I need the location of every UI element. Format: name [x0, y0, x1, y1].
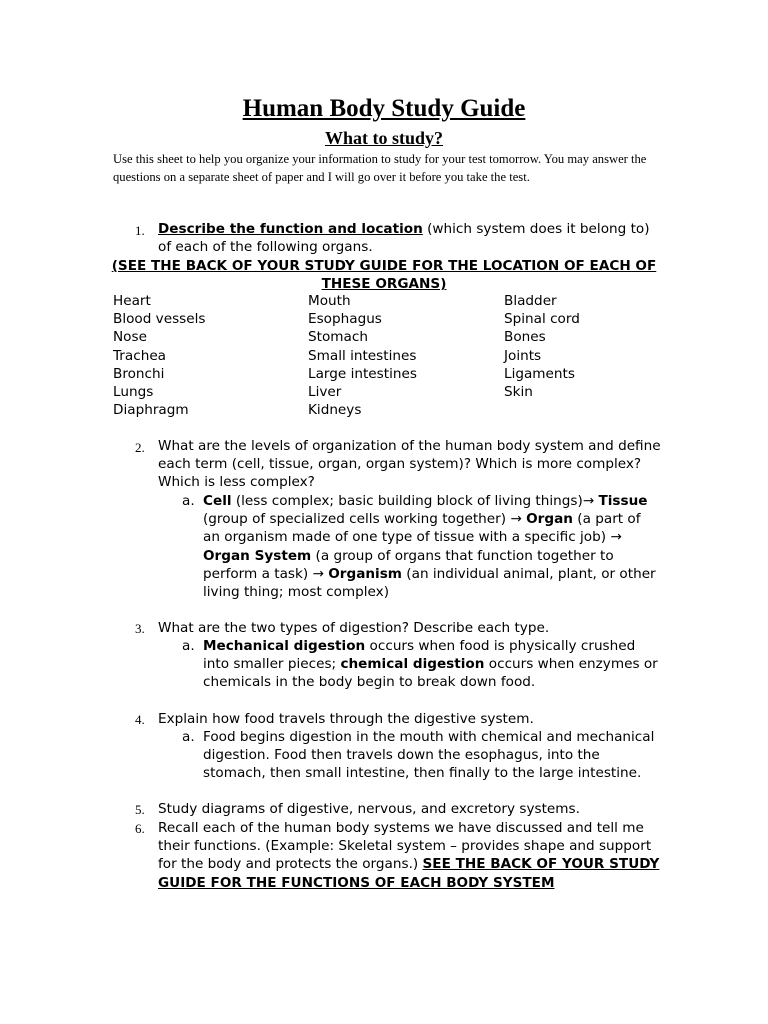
question-1-lead: Describe the function and location	[158, 221, 423, 237]
question-4-text: Explain how food travels through the digestive system.	[158, 711, 534, 727]
question-2-answer	[203, 492, 661, 601]
organ-item: Ligaments	[504, 365, 575, 382]
organ-item: Large intestines	[308, 365, 417, 382]
question-4-number: 4.	[135, 712, 145, 727]
organ-item: Esophagus	[308, 311, 382, 328]
organ-item: Bones	[504, 329, 546, 346]
organ-item: Stomach	[308, 329, 368, 346]
arrow-right-icon: →	[312, 565, 324, 582]
organ-item: Lungs	[113, 384, 154, 401]
organ-list-column-2	[308, 292, 417, 419]
question-3-number: 3.	[135, 621, 145, 636]
question-1-number: 1.	[135, 223, 145, 238]
def-tissue: (group of specialized cells working together)	[203, 511, 511, 528]
organ-item: Joints	[504, 347, 542, 364]
question-3-answer	[203, 637, 661, 692]
back-of-guide-note: (SEE THE BACK OF YOUR STUDY GUIDE FOR THE LOCATION OF EACH OF THESE ORGANS)	[111, 258, 657, 293]
question-2-answer-label: a.	[182, 493, 195, 509]
question-2-text: What are the levels of organization of the human body system and define each term (cell, tissue, organ, organ system)? Which is more complex? Which is less complex?	[158, 438, 661, 491]
question-5-number: 5.	[135, 802, 145, 817]
def-organ-system: (a group of organs that function together to perform a task)	[203, 547, 614, 582]
question-1-text	[158, 220, 663, 256]
question-2-number: 2.	[135, 440, 145, 455]
question-6-number: 6.	[135, 821, 145, 836]
term-organ: Organ	[526, 511, 573, 528]
question-4-answer-label: a.	[182, 729, 195, 745]
def-chemical-digestion: occurs when enzymes or chemicals in the body begin to break down food.	[203, 656, 658, 691]
organ-list-column-3	[504, 292, 580, 401]
organ-item: Diaphragm	[113, 402, 189, 419]
intro-paragraph: Use this sheet to help you organize your information to study for your test tomorrow. You may answer the questions on a separate sheet of paper and I will go over it before you take the test.	[113, 152, 647, 184]
organ-item: Small intestines	[308, 347, 417, 364]
term-organ-system: Organ System	[203, 547, 312, 564]
question-6-back-note: SEE THE BACK OF YOUR STUDY GUIDE FOR THE FUNCTIONS OF EACH BODY SYSTEM	[158, 856, 660, 891]
page-title: Human Body Study Guide	[242, 95, 526, 122]
organ-item: Mouth	[308, 293, 351, 309]
term-mechanical-digestion: Mechanical digestion	[203, 638, 366, 654]
question-4-answer: Food begins digestion in the mouth with chemical and mechanical digestion. Food then travels down the esophagus, into the stomach, then small intestine, then finally to the large intestine.	[203, 729, 655, 782]
def-organ: (a part of an organism made of one type of tissue with a specific job)	[203, 511, 641, 546]
def-organism: (an individual animal, plant, or other living thing; most complex)	[203, 565, 656, 601]
def-mechanical-digestion: occurs when food is physically crushed into smaller pieces;	[203, 638, 636, 673]
term-organism: Organism	[328, 565, 402, 582]
organ-item: Heart	[113, 293, 151, 309]
question-5-text: Study diagrams of digestive, nervous, and excretory systems.	[158, 801, 580, 817]
question-1-rest: (which system does it belong to) of each of the following organs.	[158, 221, 650, 256]
arrow-right-icon: →	[510, 511, 522, 528]
question-6-body: Recall each of the human body systems we have discussed and tell me their functions. (Example: Skeletal system – provides shape and support for the body and protects the organs.)	[158, 820, 652, 873]
organ-item: Spinal cord	[504, 311, 580, 328]
organ-item: Blood vessels	[113, 311, 206, 328]
organ-item: Bronchi	[113, 365, 165, 382]
arrow-right-icon: →	[610, 529, 622, 546]
question-6-text	[158, 819, 663, 892]
question-3-text: What are the two types of digestion? Describe each type.	[158, 620, 550, 636]
question-3-answer-label: a.	[182, 638, 195, 654]
term-cell: Cell	[203, 493, 232, 509]
page-subtitle: What to study?	[324, 128, 444, 148]
term-tissue: Tissue	[598, 493, 648, 509]
arrow-right-icon: →	[582, 493, 595, 509]
organ-item: Nose	[113, 329, 147, 346]
organ-item: Trachea	[113, 347, 167, 364]
def-cell: (less complex; basic building block of living things)	[231, 493, 583, 509]
organ-item: Skin	[504, 384, 533, 401]
organ-item: Kidneys	[308, 402, 362, 419]
organ-item: Bladder	[504, 293, 557, 309]
term-chemical-digestion: chemical digestion	[340, 656, 485, 673]
organ-list-column-1	[113, 292, 205, 419]
organ-item: Liver	[308, 384, 342, 401]
